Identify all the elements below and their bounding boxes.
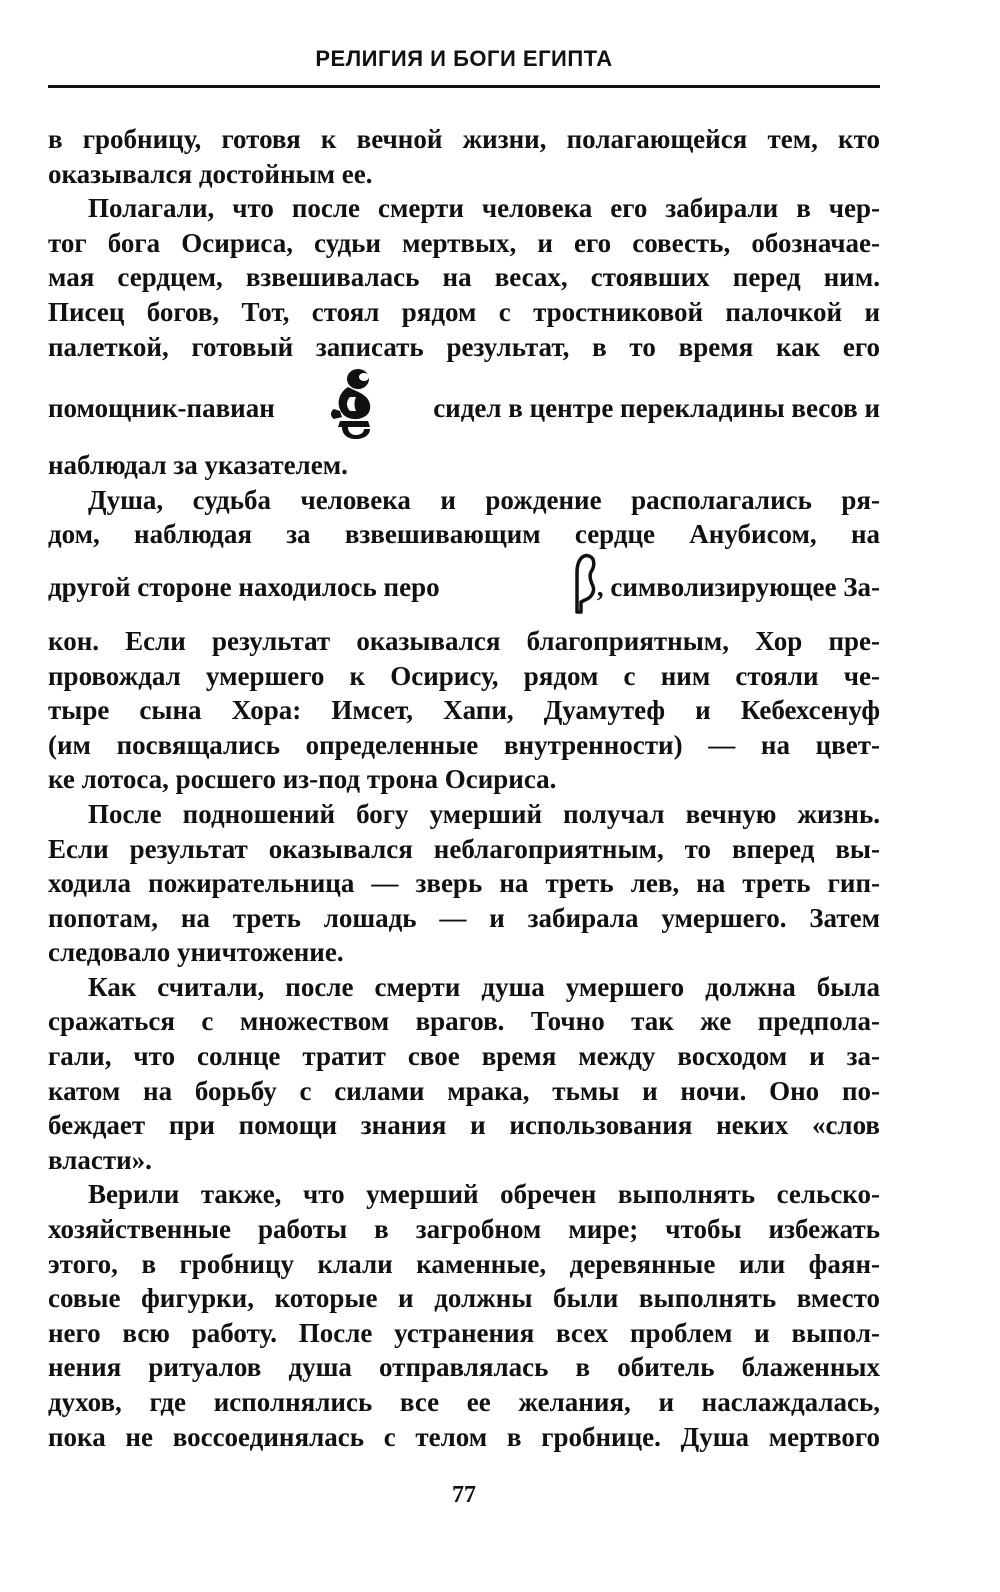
- text-line: провождал умершего к Осирису, рядом с ним стояли че-: [48, 660, 880, 691]
- text-line: кон. Если результат оказывался благоприятным, Хор пре-: [48, 625, 880, 656]
- paragraph-6: [48, 1177, 880, 1454]
- page-number: 77: [452, 1482, 476, 1508]
- text-line: Как считали, после смерти душа умершего должна была: [88, 971, 880, 1002]
- text-line: власти».: [48, 1144, 152, 1175]
- text-line: сражаться с множеством врагов. Точно так же предпола-: [48, 1006, 880, 1037]
- text-fragment: , символизирующее За-: [596, 571, 880, 602]
- glyph-group: [571, 552, 880, 623]
- text-line: После подношений богу умерший получал вечную жизнь.: [88, 798, 880, 829]
- paragraph-4: [48, 797, 880, 970]
- text-line: попотам, на треть лошадь — и забирала умершего. Затем: [48, 902, 880, 933]
- text-line: в гробницу, готовя к вечной жизни, полагающейся тем, кто: [48, 124, 880, 154]
- text-line: беждает при помощи знания и использования неких «слов: [48, 1110, 880, 1141]
- text-line: пока не воссоединялась с телом в гробнице. Душа мертвого: [48, 1421, 880, 1452]
- text-line: мая сердцем, взвешивалась на весах, стоявших перед ним.: [48, 262, 880, 293]
- text-line: хозяйственные работы в загробном мире; чтобы избежать: [48, 1214, 880, 1245]
- text-line: (им посвящались определенные внутренности) — на цвет-: [48, 729, 880, 760]
- text-fragment: другой стороне находилось перо: [48, 571, 440, 602]
- text-line: катом на борьбу с силами мрака, тьмы и ночи. Оно по-: [48, 1075, 880, 1106]
- paragraph-1: [48, 122, 880, 191]
- text-line: духов, где исполнялись все ее желания, и наслаждалась,: [48, 1387, 880, 1417]
- body-text: [48, 122, 880, 1454]
- paragraph-5: [48, 970, 880, 1178]
- text-line-with-glyph: [48, 370, 880, 446]
- text-fragment: помощник-павиан: [48, 392, 275, 423]
- text-line: этого, в гробницу клали каменные, деревянные или фаян-: [48, 1248, 880, 1279]
- header-rule: [48, 85, 880, 88]
- baboon-hieroglyph-icon: [328, 367, 380, 450]
- text-line: него всю работу. После устранения всех проблем и выпол-: [48, 1317, 880, 1348]
- running-title: РЕЛИГИЯ И БОГИ ЕГИПТА: [315, 46, 613, 71]
- text-line: Полагали, что после смерти человека его забирали в чер-: [88, 193, 880, 224]
- text-line: наблюдал за указателем.: [48, 450, 348, 481]
- text-line: ке лотоса, росшего из-под трона Осириса.: [48, 764, 557, 795]
- paragraph-3: [48, 483, 880, 797]
- feather-hieroglyph-icon: [571, 552, 597, 623]
- text-line: нения ритуалов душа отправлялась в обитель блаженных: [48, 1352, 880, 1383]
- text-line: следовало уничтожение.: [48, 937, 344, 968]
- text-line: оказывался достойным ее.: [48, 158, 373, 189]
- text-line: тог бога Осириса, судьи мертвых, и его совесть, обозначае-: [48, 227, 880, 258]
- text-line: гали, что солнце тратит свое время между восходом и за-: [48, 1041, 880, 1072]
- text-line: Если результат оказывался неблагоприятным, то вперед вы-: [48, 833, 880, 864]
- text-line: Душа, судьба человека и рождение располагались ря-: [88, 484, 880, 515]
- paragraph-2: [48, 191, 880, 483]
- text-line: совые фигурки, которые и должны были выполнять вместо: [48, 1283, 880, 1314]
- text-line: ходила пожирательница — зверь на треть лев, на треть гип-: [48, 868, 880, 899]
- text-line: дом, наблюдая за взвешивающим сердце Анубисом, на: [48, 519, 880, 550]
- text-line: палеткой, готовый записать результат, в то время как его: [48, 331, 880, 362]
- text-line: Верили также, что умерший обречен выполнять сельско-: [88, 1179, 880, 1210]
- text-line-with-glyph: [48, 554, 880, 620]
- text-line: Писец богов, Тот, стоял рядом с тростниковой палочкой и: [48, 296, 880, 327]
- text-line: тыре сына Хора: Имсет, Хапи, Дуамутеф и Кебехсенуф: [48, 695, 880, 726]
- text-fragment: сидел в центре перекладины весов и: [433, 392, 880, 423]
